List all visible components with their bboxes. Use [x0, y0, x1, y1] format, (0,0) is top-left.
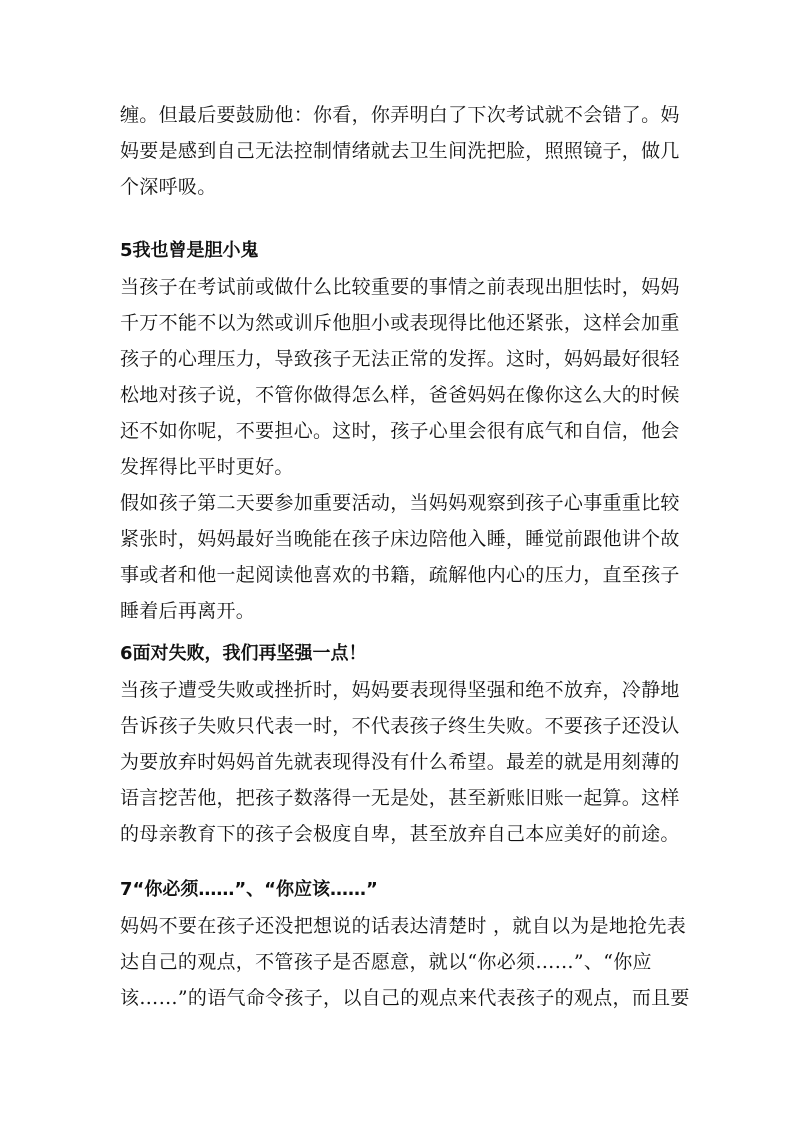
paragraph-section-5-a: 当孩子在考试前或做什么比较重要的事情之前表现出胆怯时，妈妈千万不能不以为然或训斥他胆小或表现得比他还紧张，这样会加重孩子的心理压力，导致孩子无法正常的发挥。这时，妈妈最好很轻松地对孩子说，不管你做得怎么样，爸爸妈妈在像你这么大的时候还不如你呢，不要担心。这时，孩子心里会很有底气和自信，他会发挥得比平时更好。 [120, 276, 680, 478]
paragraph-section-5-b: 假如孩子第二天要参加重要活动，当妈妈观察到孩子心事重重比较紧张时，妈妈最好当晚能在孩子床边陪他入睡，睡觉前跟他讲个故事或者和他一起阅读他喜欢的书籍，疏解他内心的压力，直至孩子睡着后再离开。 [120, 492, 680, 622]
paragraph-section-7: 妈妈不要在孩子还没把想说的话表达清楚时 ，就自以为是地抢先表达自己的观点，不管孩子是否愿意，就以“你必须……”、“你应该……”的语气命令孩子，以自己的观点来代表孩子的观点，而且要 [120, 915, 690, 1009]
heading-section-7: 7“你必须……”、“你应该……” [120, 879, 378, 900]
paragraph-intro: 缠。但最后要鼓励他：你看，你弄明白了下次考试就不会错了。妈妈要是感到自己无法控制情绪就去卫生间洗把脸，照照镜子，做几个深呼吸。 [120, 104, 680, 198]
paragraph-section-6: 当孩子遭受失败或挫折时，妈妈要表现得坚强和绝不放弃，冷静地告诉孩子失败只代表一时，不代表孩子终生失败。不要孩子还没认为要放弃时妈妈首先就表现得没有什么希望。最差的就是用刻薄的语言挖苦他，把孩子数落得一无是处，甚至新账旧账一起算。这样的母亲教育下的孩子会极度自卑，甚至放弃自己本应美好的前途。 [120, 679, 680, 845]
heading-section-6: 6面对失败，我们再坚强一点！ [120, 643, 367, 664]
heading-section-5: 5我也曾是胆小鬼 [120, 240, 259, 261]
